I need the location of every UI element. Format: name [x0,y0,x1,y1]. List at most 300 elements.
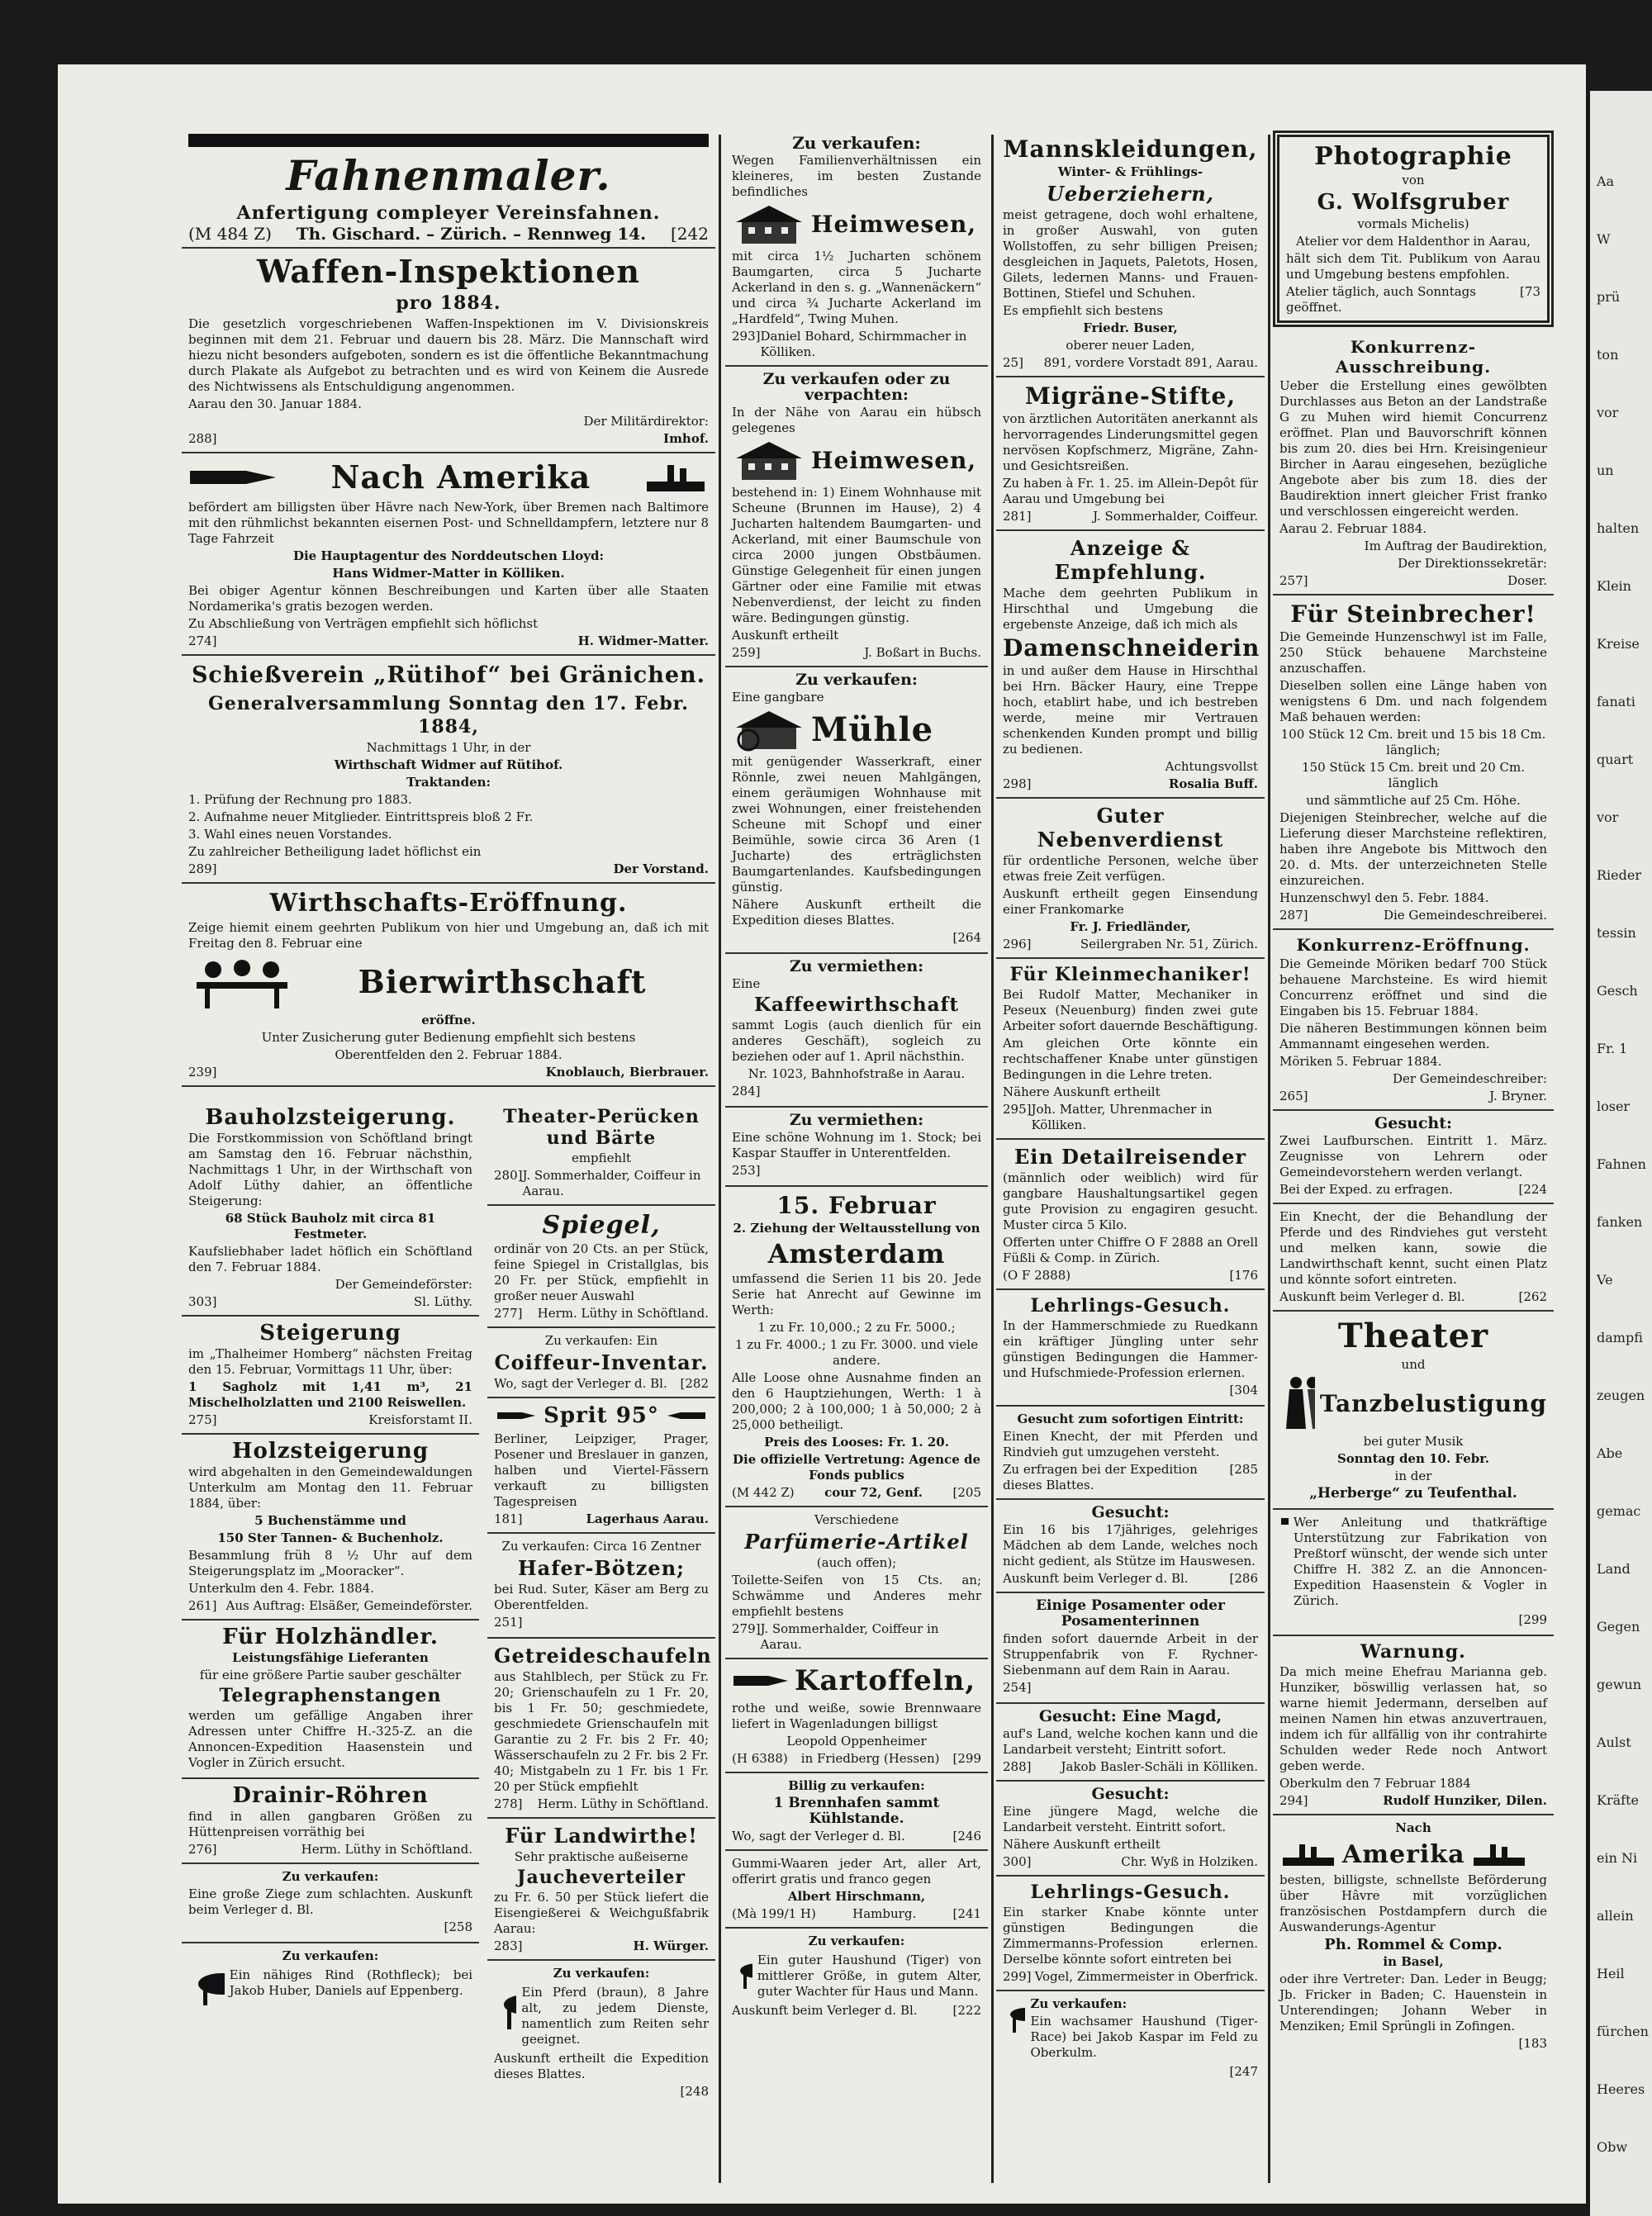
ad-code: (O F 2888) [1003,1268,1071,1283]
ad-signature: Jakob Basler-Schäli in Kölliken. [1061,1759,1258,1774]
ad-title: Sprit 95° [544,1403,659,1428]
edge-fragment: Fr. 1 [1597,1041,1628,1056]
ad-body: Ueber die Erstellung eines gewölbten Durchlasses aus Beton an der Landstraße G zu Muhen wird hiemit Concurrenz eröffnet. Plan und Bauvorschrift können bis zum 20. dies bei Hrn. Kreisingenieur Bircher in Aarau eingesehen, bezügliche Angebote aber bis zum 18. dies der Baudirektion innert gleicher Frist franko und verschlossen eingereicht werden. [1279,378,1547,519]
ad-title: Gesucht: [1091,1785,1170,1803]
edge-fragment: tessin [1597,925,1636,941]
ad-number: 288] [188,431,217,446]
ad-subtitle: pro 1884. [396,292,501,314]
ad-signature: Doser. [1507,573,1547,588]
pointing-hand-icon [666,1407,707,1424]
ad-body: Eine große Ziege zum schlachten. Auskunft beim Verleger d. Bl. [188,1886,472,1917]
ad-body: Wer Anleitung und thatkräftige Unterstützung zur Fabrikation von Preßtorf wünscht, der wende sich unter Chiffre H. 382 Z. an die Annoncen-Expedition Haasenstein & Vogler in Zürich. [1293,1515,1547,1608]
ad-place: Aarau 2. Februar 1884. [1279,521,1427,536]
ad-number: [176 [1229,1268,1258,1283]
ad-headline: Hafer-Bötzen; [517,1556,685,1580]
ad-pferd [487,1961,715,2106]
edge-fragment: fanati [1597,694,1635,709]
ad-title: Gesucht: [1374,1114,1452,1132]
steamship-icon [1470,1838,1528,1871]
ad-title: Warnung. [1360,1641,1466,1663]
ad-body: In der Hammerschmiede zu Ruedkann ein kräftiger Jüngling unter sehr günstigen Bedingungen die Hammer- und Hufschmiede-Profession erlernen. [1003,1318,1258,1380]
ad-magd-gesucht-2 [996,1782,1265,1877]
ad-body: bei guter Musik [1363,1434,1464,1449]
ad-body: Gummi-Waaren jeder Art, aller Art, offerirt gratis und franco gegen [732,1856,981,1886]
ad-signature-label: Der Militärdirektor: [583,414,709,429]
pointing-hand-icon [188,461,279,494]
ad-title: Anzeige & Empfehlung. [1054,536,1207,584]
ad-title: Zu verkaufen: [553,1966,650,1981]
ad-title: Zu verkaufen: [795,671,918,689]
ad-title: Nach Amerika [330,458,591,496]
ad-nach-amerika-2 [1273,1815,1554,2058]
ad-headline: Jaucheverteiler [517,1867,686,1888]
ad-body: Auskunft beim Verleger d. Bl. [1003,1571,1189,1586]
ad-brennhafen [725,1773,988,1851]
edge-fragment: dampfi [1597,1330,1643,1345]
ad-body: Ein nähiges Rind (Rothfleck); bei Jakob Huber, Daniels auf Eppenberg. [229,1967,472,1998]
ad-title: Gesucht: [1091,1503,1170,1521]
ad-title: Zu verkaufen: [282,1948,379,1963]
ad-code: (M 442 Z) [732,1485,795,1500]
ad-headline: Parfümerie-Artikel [744,1530,969,1554]
ad-signature-label: Der Gemeindeförster: [335,1277,472,1292]
ad-steinbrecher [1273,596,1554,930]
ad-theater-tanz [1273,1312,1554,1510]
edge-fragment: Ve [1597,1272,1613,1288]
ad-magd-gesucht [996,1704,1265,1782]
ad-subtitle: vormals Michelis) [1357,216,1469,231]
ad-title: Gesucht zum sofortigen Eintritt: [1017,1412,1244,1426]
ad-fahnenmaler [182,130,715,249]
ad-waffen-inspektionen [182,249,715,453]
ad-headline: Amsterdam [767,1238,946,1269]
ad-title: Für Kleinmechaniker! [1009,964,1251,985]
ad-body: werden um gefällige Angaben ihrer Adressen unter Chiffre H.-325-Z. an die Annoncen-Expedition Haasenstein und Vogler in Zürich ersucht. [188,1708,472,1770]
ad-number: [73 [1520,284,1540,299]
ad-body: Auskunft beim Verleger d. Bl. [732,2003,918,2018]
edge-fragment: Gesch [1597,983,1638,999]
ad-signature-label: Im Auftrag der Baudirektion, [1364,539,1547,553]
ad-number: 239] [188,1065,217,1080]
pointing-hand-icon [496,1407,537,1424]
ad-posamenter [996,1593,1265,1704]
ad-body: Unter Zusicherung guter Bedienung empfiehlt sich bestens [261,1030,636,1045]
ad-body: auf's Land, welche kochen kann und die Landarbeit versteht; Eintritt sofort. [1003,1726,1258,1757]
ad-wohnung [725,1108,988,1187]
ad-headline: Kaffeewirthschaft [753,994,960,1016]
edge-fragment: quart [1597,752,1634,767]
ad-title: Spiegel, [542,1211,661,1240]
ad-number: 265] [1279,1089,1308,1103]
edge-fragment: loser [1597,1099,1631,1114]
ad-body: Ein guter Haushund (Tiger) von mittlerer Größe, in gutem Alter, guter Wachter für Haus und Mann. [757,1953,981,1999]
ad-body: Nähere Auskunft ertheilt [1003,1837,1161,1852]
ad-measure: und sämmtliche auf 25 Cm. Höhe. [1306,793,1521,808]
mill-icon [732,707,806,752]
edge-fragment: ton [1597,347,1619,363]
ad-signature-label: Achtungsvollst [1165,759,1258,774]
ad-address: 891, vordere Vorstadt 891, Aarau. [1043,355,1258,370]
ad-holzhaendler [182,1620,479,1779]
ad-ziege [182,1864,479,1943]
ad-subtitle: Eine [732,976,761,991]
edge-fragment: prü [1597,289,1621,305]
ad-code: (M 484 Z) [188,224,272,244]
ad-body: In der Nähe von Aarau ein hübsch gelegenes [732,405,981,435]
ad-body: Zu Abschließung von Verträgen empfiehlt sich höflichst [188,616,539,631]
ad-number: 279] [732,1621,761,1636]
ad-number: 261] [188,1598,217,1613]
ad-title: Einige Posamenter oder Posamenterinnen [1036,1597,1225,1630]
ad-body: im „Thalheimer Homberg“ nächsten Freitag den 15. Februar, Vormittags 11 Uhr, über: [188,1346,472,1377]
ad-number: [241 [952,1906,981,1921]
ad-title: Zu vermiethen: [789,957,924,975]
ad-agency: Die Hauptagentur des Norddeutschen Lloyd: [292,548,605,563]
ad-subtitle: Winter- & Frühlings- [1057,164,1203,179]
ad-firm: Th. Gischard. – Zürich. – Rennweg 14. [296,224,647,244]
ad-title: Holzsteigerung [231,1439,430,1464]
ad-body: rothe und weiße, sowie Brennwaare liefert in Wagenladungen billigst [732,1701,981,1731]
ad-mannskleidungen [996,130,1265,377]
ad-number: 284] [732,1084,761,1099]
ad-signature: Rosalia Buff. [1168,776,1258,791]
ad-title: Guter Nebenverdienst [1037,804,1224,852]
ad-signature: Der Vorstand. [613,861,709,876]
ad-heading: Traktanden: [406,775,491,790]
ad-measure: 150 Stück 15 Cm. breit und 20 Cm. länglich [1302,760,1525,790]
ad-agent: Hans Widmer-Matter in Kölliken. [332,566,565,581]
ad-title: Zu verkaufen: [808,1934,905,1948]
ad-subtitle: Leistungsfähige Lieferanten [232,1650,429,1665]
dancing-couple-icon [1279,1374,1315,1432]
ad-signature: J. Sommerhalder, Coiffeur in Aarau. [522,1168,701,1198]
ad-list-item: 3. Wahl eines neuen Vorstandes. [188,827,392,842]
ad-steigerung [182,1317,479,1435]
ad-number: [258 [444,1919,472,1934]
steamship-icon [643,457,709,498]
ad-headline: Telegraphenstangen [219,1685,442,1706]
edge-fragment: halten [1597,520,1640,536]
pointing-hand-icon [1279,1513,1289,1530]
ad-title: Bauholzsteigerung. [205,1105,456,1130]
steamship-icon [1279,1838,1337,1871]
ad-body: Zu zahlreicher Betheiligung ladet höflichst ein [188,844,482,859]
ad-number: 254] [1003,1680,1032,1695]
ad-number: 251] [494,1615,523,1630]
farmhouse-icon [732,202,806,247]
ad-agent: Die offizielle Vertretung: Agence de Fonds publics [733,1452,980,1483]
ad-subtitle: (auch offen); [816,1555,897,1570]
ad-theater-peruecken [487,1101,715,1206]
ad-number: 275] [188,1412,217,1427]
ad-code: (H 6388) [732,1751,788,1766]
ad-body: Nähere Auskunft ertheilt die Expedition dieses Blattes. [732,897,981,928]
ad-place: Möriken 5. Februar 1884. [1279,1054,1442,1069]
ad-price: Preis des Looses: Fr. 1. 20. [764,1435,949,1450]
column-rule [1268,135,1270,2183]
ad-title: Lehrlings-Gesuch. [1030,1295,1231,1317]
ad-rind [182,1943,479,2012]
ad-body: Wo, sagt der Verleger d. Bl. [494,1376,667,1391]
ad-body: find in allen gangbaren Größen zu Hüttenpreisen vorräthig bei [188,1809,472,1839]
ad-title: Zu verkaufen: [282,1869,379,1884]
edge-fragment: Rieder [1597,867,1641,883]
ad-warnung [1273,1636,1554,1815]
ad-title: Ein Detailreisender [1014,1145,1247,1169]
ad-getreideschaufeln [487,1639,715,1819]
ad-body: Offerten unter Chiffre O F 2888 an Orell Füßli & Comp. in Zürich. [1003,1235,1258,1265]
ad-body: aus Stahlblech, per Stück zu Fr. 20; Grienschaufeln zu 1 Fr. 20, bis 1 Fr. 50; geschmiedete, geschmiedete Grienschaufeln mit Garantie zu 2 Fr. bis 2 Fr. 40; Wässerschaufeln zu 2 Fr. bis 2 Fr. 40; Mistgabeln zu 1 Fr. bis 1 Fr. 20 per Stück empfiehlt [494,1669,709,1794]
ad-signature: Aus Auftrag: Elsäßer, Gemeindeförster. [225,1598,472,1613]
ad-body: für ordentliche Personen, welche über etwas freie Zeit verfügen. [1003,853,1258,884]
ad-landwirthe [487,1819,715,1961]
ad-kartoffeln [725,1659,988,1773]
ad-hafer [487,1534,715,1639]
ad-signature-sub: oberer neuer Laden, [1066,338,1195,353]
ad-title: Theater [1337,1317,1489,1355]
ad-body: Wo, sagt der Verleger d. Bl. [732,1829,905,1844]
ad-subtitle: eröffne. [421,1013,476,1027]
ad-title: Zu verkaufen: Ein [544,1333,658,1348]
ad-body: Ein Pferd (braun), 8 Jahre alt, zu jedem Dienste, namentlich zum Reiten sehr geeignet. [521,1985,709,2047]
ad-date: Sonntag den 10. Febr. [1336,1451,1490,1466]
ad-headline: Heimwesen, [811,211,977,238]
ad-maedchen-gesucht [996,1500,1265,1593]
ad-signature: Herm. Lüthy in Schöftland. [301,1842,472,1857]
edge-fragment: Klein [1597,578,1631,594]
ad-body: Auskunft ertheilt gegen Einsendung einer Frankomarke [1003,886,1258,917]
ad-body: Einen Knecht, der mit Pferden und Rindvieh gut umzugehen versteht. [1003,1429,1258,1459]
ad-body: Die Forstkommission von Schöftland bringt am Samstag den 16. Februar nächsthin, Nachmittags 1 Uhr, in der Wirthschaft von Adolf Lüthy dahier, an öffentliche Steigerung: [188,1131,472,1208]
edge-fragment: Heil [1597,1966,1625,1981]
column-6 [1273,130,1554,2187]
ad-number: [246 [952,1829,981,1844]
ad-haushund-2 [996,1991,1265,2086]
ad-signature: J. Boßart in Buchs. [864,645,981,660]
ad-presstorf [1273,1510,1554,1636]
ad-title: Waffen-Inspektionen [257,253,640,290]
ad-body: Die näheren Bestimmungen können beim Ammannamt eingesehen werden. [1279,1021,1547,1051]
ad-signature: J. Bryner. [1489,1089,1547,1103]
ad-place: Hunzenschwyl den 5. Febr. 1884. [1279,890,1489,905]
edge-fragment: un [1597,463,1614,478]
ad-drainir [182,1779,479,1864]
ad-body: Es empfiehlt sich bestens [1003,303,1164,318]
edge-fragment: fanken [1597,1214,1643,1230]
edge-fragment: Kräfte [1597,1792,1639,1808]
ad-parfuemerie [725,1507,988,1659]
horse-icon [494,1983,516,2033]
ad-body: finden sofort dauernde Arbeit in der Struppenfabrik von F. Rychner-Siebenmann auf dem Rain in Aarau. [1003,1631,1258,1677]
ad-title: Lehrlings-Gesuch. [1030,1881,1231,1903]
ad-number: [242 [671,224,709,244]
ad-number: [205 [952,1485,981,1500]
column-2 [182,1101,479,2191]
ad-number: 283] [494,1938,523,1953]
ad-haushund [725,1929,988,2024]
ad-signature: Kreisforstamt II. [368,1412,472,1427]
ad-spiegel [487,1206,715,1328]
ad-subtitle: Sehr praktische außeiserne [514,1849,689,1864]
ad-body: bei Rud. Suter, Käser am Berg zu Oberentfelden. [494,1582,709,1612]
ad-von: von [1402,173,1425,187]
ad-place: „Herberge“ zu Teufenthal. [1309,1485,1517,1502]
ad-subtitle: empfiehlt [571,1151,632,1165]
ad-amsterdam-lotterie [725,1187,988,1507]
ad-title: Theater-Perücken und Bärte [503,1106,700,1149]
ad-number: 288] [1003,1759,1032,1774]
ad-signature: Lagerhaus Aarau. [586,1511,709,1526]
ad-body: Alle Loose ohne Ausnahme finden an den 6 Hauptziehungen, Werth: 1 à 200,000; 2 à 100,000; 1 à 50,000; 2 à 25,000 betheiligt. [732,1370,981,1432]
ad-signature: H. Würger. [633,1938,709,1953]
column-5 [996,130,1265,2187]
ad-title: Getreideschaufeln [494,1644,712,1668]
edge-fragment: Abe [1597,1445,1623,1461]
ad-title: Für Steinbrecher! [1290,600,1536,628]
ad-prize: 1 zu Fr. 10,000.; 2 zu Fr. 5000.; [757,1320,956,1335]
ad-headline: G. Wolfsgruber [1317,190,1510,215]
ad-signature: Rudolf Hunziker, Dilen. [1383,1793,1547,1808]
ad-konkurrenz-1 [1273,332,1554,596]
ad-place: Unterkulm den 4. Febr. 1884. [188,1581,374,1596]
edge-fragment: zeugen [1597,1388,1645,1403]
ad-place: Wirthschaft Widmer auf Rütihof. [334,757,563,772]
ad-number: 276] [188,1842,217,1857]
ad-number: 253] [732,1163,761,1178]
ad-title: Mannskleidungen, [1003,135,1258,163]
ad-number: 274] [188,633,217,648]
ad-body: Bei der Exped. zu erfragen. [1279,1182,1453,1197]
ad-number: 299] [1003,1969,1032,1984]
farmhouse-icon [732,438,806,483]
ad-title: Verschiedene [814,1512,899,1527]
ad-body: Besammlung früh 8 ½ Uhr auf dem Steigerungsplatz im „Mooracker“. [188,1548,472,1578]
dog-icon [1003,1995,1025,2036]
ad-body: hält sich dem Tit. Publikum von Aarau und Umgebung bestens empfohlen. [1286,251,1540,282]
ad-number: [282 [680,1376,709,1391]
ad-item: 68 Stück Bauholz mit circa 81 Festmeter. [225,1211,436,1241]
ad-body: Zu haben à Fr. 1. 25. im Allein-Depôt für Aarau und Umgebung bei [1003,476,1258,506]
ad-item: 1 Sagholz mit 1,41 m³, 21 Mischelholzlatten und 2100 Reiswellen. [188,1379,472,1410]
ad-place: in Friedberg (Hessen) [800,1751,940,1766]
ad-signature-label: Der Gemeindeschreiber: [1392,1071,1547,1086]
ad-title: Für Landwirthe! [505,1824,698,1848]
ad-place: in Basel, [1383,1954,1444,1969]
ad-signature: Chr. Wyß in Holziken. [1121,1854,1258,1869]
ad-title: Zu vermiethen: [789,1111,924,1129]
ad-body: Berliner, Leipziger, Prager, Posener und Breslauer in ganzen, halben und Viertel-Fässern verkauft zu billigsten Tagespreisen [494,1431,709,1509]
ad-number: [264 [952,930,981,945]
ad-title: Zu verkaufen: [1030,1996,1127,2011]
ad-subtitle: 2. Ziehung der Weltausstellung von [733,1221,980,1236]
ad-place: Aarau den 30. Januar 1884. [188,396,362,411]
ad-title: Nach [1395,1820,1431,1835]
ad-lehrlings-gesuch-2 [996,1877,1265,1991]
ad-signature: Imhof. [663,431,709,446]
ad-headline: Coiffeur-Inventar. [494,1350,709,1374]
ad-heimwesen-1 [725,130,988,367]
ad-signature: Fr. J. Friedländer, [1070,919,1191,934]
ad-body: oder ihre Vertreter: Dan. Leder in Beugg; Jb. Fricker in Baden; C. Hauenstein in Unterendingen; Johann Weber in Menziken; Emil Sprüngli in Zofingen. [1279,1972,1547,2033]
ad-body: Die Gemeinde Möriken bedarf 700 Stück behauene Marchsteine. Es wird hiemit Concurrenz eröffnet und sind die Eingaben bis 15. Februar 1884. [1279,956,1547,1018]
ad-body: Diejenigen Steinbrecher, welche auf die Lieferung dieser Marchsteine reflektiren, haben ihre Angebote bis Mittwoch den 20. d. Mts. der unterzeichneten Stelle einzureichen. [1279,810,1547,888]
column-rule [719,135,721,2183]
ad-muehle [725,667,988,954]
ad-body: (männlich oder weiblich) wird für gangbare Haushaltungsartikel gegen gute Provision zu engagiren gesucht. Muster circa 5 Kilo. [1003,1170,1258,1232]
ad-und: und [1401,1357,1426,1372]
edge-fragment: ein Ni [1597,1850,1638,1866]
ad-number: [304 [1229,1383,1258,1397]
ad-headline: Tanzbelustigung [1319,1389,1547,1417]
ad-number: [224 [1518,1182,1547,1197]
ad-number: [222 [952,2003,981,2018]
ad-signature: J. Sommerhalder, Coiffeur in Aarau. [760,1621,939,1652]
edge-fragment: W [1597,231,1611,247]
ad-title: Fahnenmaler. [286,151,611,200]
ad-body: befördert am billigsten über Hävre nach New-York, über Bremen nach Baltimore mit den rühmlichst bekannten eisernen Post- und Schnelldampfern, letztere nur 8 Tage Fahrzeit [188,500,709,546]
ad-signature: Friedr. Buser, [1083,320,1178,335]
ad-body: Da mich meine Ehefrau Marianna geb. Hunziker, böswillig verlassen hat, so warne hiemit Jedermann, derselben auf meinen Namen hin etwas anzuvertrauen, indem ich für allfällig von ihr contrahirte Schulden weder Rede noch Antwort geben werde. [1279,1664,1547,1773]
ad-body: wird abgehalten in den Gemeindewaldungen Unterkulm am Montag den 11. Februar 1884, über: [188,1464,472,1511]
ad-title: Konkurrenz-Ausschreibung. [1335,337,1492,377]
ad-body: von ärztlichen Autoritäten anerkannt als hervorragendes Linderungsmittel gegen nervösen Kopfschmerz, Migräne, Zahn- und Gesichtsreißen. [1003,411,1259,473]
ad-place: Oberentfelden den 2. Februar 1884. [335,1047,563,1062]
ad-body: zu Fr. 6. 50 per Stück liefert die Eisengießerei & Weichgußfabrik Aarau: [494,1890,709,1936]
ad-holzsteigerung [182,1435,479,1620]
ad-body: umfassend die Serien 11 bis 20. Jede Serie hat Anrecht auf Gewinne im Werth: [732,1271,981,1317]
ad-body: Dieselben sollen eine Länge haben von wenigstens 6 Dm. und nach folgendem Maß behauen werden: [1279,678,1547,724]
ad-body: Atelier täglich, auch Sonntags geöffnet. [1286,284,1476,315]
ad-title: Steigerung [259,1321,401,1345]
edge-fragment: Kreise [1597,636,1640,652]
ad-title: Schießverein „Rütihof“ bei Gränichen. [191,662,706,688]
ad-body: Eine jüngere Magd, welche die Landarbeit versteht. Eintritt sofort. [1003,1804,1258,1834]
ad-signature: Knoblauch, Bierbrauer. [545,1065,709,1080]
column-4 [725,130,988,2187]
newspaper-page [58,64,1586,2204]
ad-number: 289] [188,861,217,876]
edge-fragment: fürchen [1597,2024,1649,2039]
ad-number: 278] [494,1796,523,1811]
ad-title: Billig zu verkaufen: [788,1778,925,1793]
ad-body: Zeige hiemit einem geehrten Publikum von hier und Umgebung an, daß ich mit Freitag den 8. Februar eine [188,920,709,951]
ad-headline: Mühle [811,710,934,749]
ad-body: Auskunft beim Verleger d. Bl. [1279,1289,1465,1304]
ad-list-item: 1. Prüfung der Rechnung pro 1883. [188,792,412,807]
ad-body: bestehend in: 1) Einem Wohnhause mit Scheune (Brunnen im Hause), 2) 4 Jucharten haltendem Baumgarten- und Ackerland, mit einer Baumschule von circa 2000 jungen Obstbäumen. Günstige Gelegenheit für einen jungen Gärtner oder eine Familie mit etwas Nebenverdienst, der leicht zu finden wäre. Bedingungen günstig. [732,485,981,625]
cow-icon [188,1966,225,2007]
ad-firm: Ph. Rommel & Comp. [1324,1936,1502,1953]
ad-title: Wirthschafts-Eröffnung. [269,889,628,918]
ad-kleinmechaniker [996,959,1265,1140]
ad-headline: Heimwesen, [811,447,977,474]
ad-signature: J. Sommerhalder, Coiffeur. [1093,509,1258,524]
ad-subtitle: Generalversammlung Sonntag den 17. Febr. 1884, [208,693,689,738]
ad-migraene [996,377,1265,531]
ad-number: 257] [1279,573,1308,588]
ad-body: Kaufsliebhaber ladet höflich ein Schöftland den 7. Februar 1884. [188,1244,472,1274]
ad-body: meist getragene, doch wohl erhaltene, in großer Auswahl, von guten Wollstoffen, zu sehr billigen Preisen; desgleichen in Jaquets, Paletots, Hosen, Gilets, ledernen Manns- und Frauen-Bottinen, Stiefel und Schuhen. [1003,207,1258,301]
ad-knecht [1273,1204,1554,1312]
ad-bauholz [182,1101,479,1317]
ad-body: Atelier vor dem Haldenthor in Aarau, [1296,234,1531,249]
ad-title: Drainir-Röhren [232,1783,429,1808]
ad-in: in der [1394,1469,1432,1483]
ad-body: in und außer dem Hause in Hirschthal bei Hrn. Bäcker Haury, eine Treppe hoch, etablirt habe, und ich bestreben werde, meine mir Vertrauen schenkenden Kunden prompt und billig zu bedienen. [1003,663,1258,757]
ad-number: [286 [1229,1571,1258,1586]
ad-headline: Bierwirthschaft [358,963,647,1000]
ad-number: [299 [952,1751,981,1766]
